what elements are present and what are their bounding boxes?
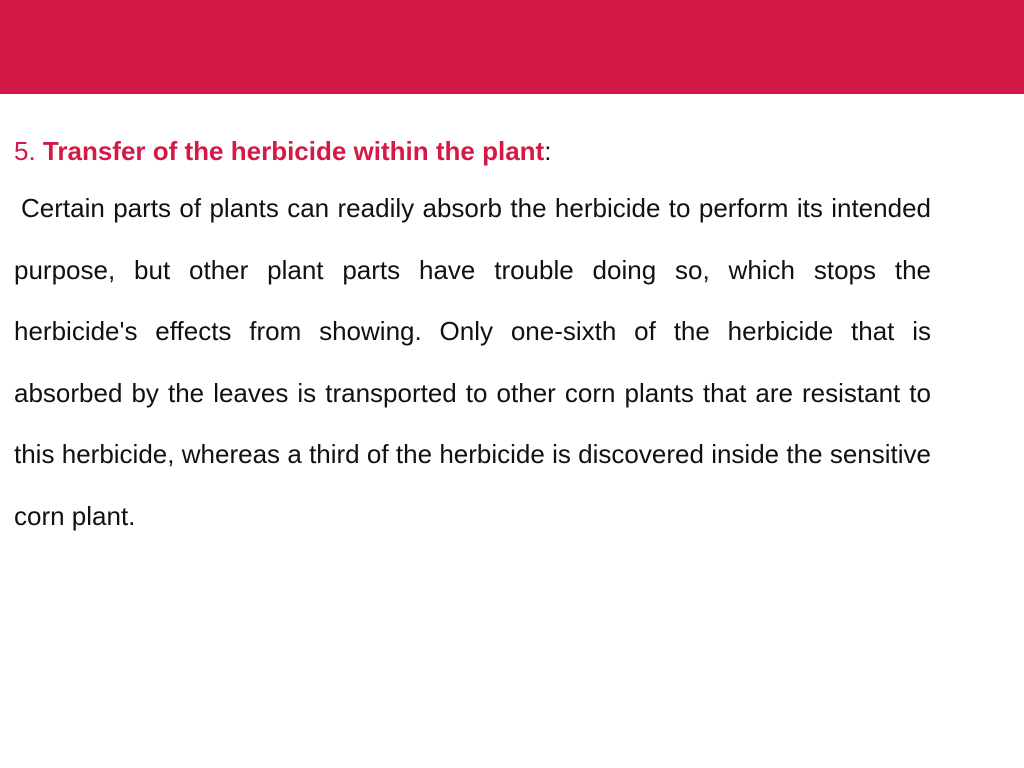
slide-content <box>14 128 931 547</box>
section-title-colon: : <box>544 136 552 166</box>
section-number: 5. <box>14 136 36 166</box>
section-title: Transfer of the herbicide within the plant <box>42 136 545 166</box>
section-body: Certain parts of plants can readily absorb the herbicide to perform its intended purpose, but other plant parts have trouble doing so, which stops the herbicide's effects from showing. Only one-sixth of the herbicide that is absorbed by the leaves is transported to other corn plants that are resistant to this herbicide, whereas a third of the herbicide is discovered inside the sensitive corn plant. <box>14 193 931 531</box>
section-heading <box>14 128 931 174</box>
header-bar <box>0 0 1024 94</box>
